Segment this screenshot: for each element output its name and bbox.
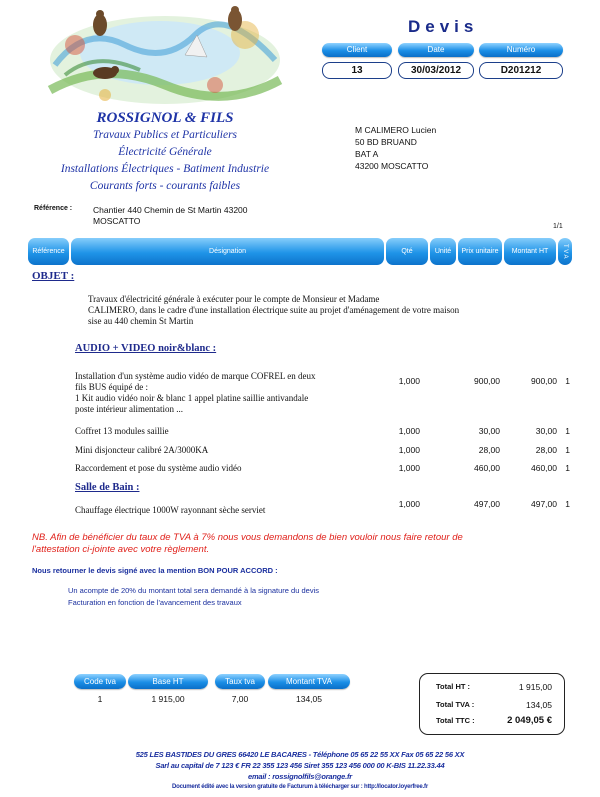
total-tva-label: Total TVA : <box>436 700 475 709</box>
col-montant-ht: Montant HT <box>504 238 556 265</box>
col-tva: T V A <box>558 238 572 265</box>
vat-row-taux: 7,00 <box>231 694 249 704</box>
footer-email: email : rossignolfils@orange.fr <box>247 772 353 781</box>
line-4-qty: 1,000 <box>398 463 420 473</box>
line-item-4: Raccordement et pose du système audio vidéo <box>75 463 242 473</box>
total-ttc-label: Total TTC : <box>436 716 475 725</box>
col-qte: Qté <box>386 238 428 265</box>
company-line-2: Électricité Générale <box>118 146 212 158</box>
objet-text-line: Travaux d'électricité générale à exécuter pour le compte de Monsieur et Madame <box>88 294 380 304</box>
total-ttc-value: 2 049,05 € <box>507 715 552 726</box>
line-item-text: 1 Kit audio vidéo noir & blanc 1 appel platine saillie antivandale <box>75 393 309 403</box>
numero-value: D201212 <box>479 62 563 79</box>
date-value: 30/03/2012 <box>398 62 474 79</box>
line-3-tva: 1 <box>565 445 570 455</box>
reference-label: Référence : <box>34 205 73 212</box>
line-item-5: Chauffage électrique 1000W rayonnant sèche serviet <box>75 505 266 515</box>
line-1-qty: 1,000 <box>398 376 420 386</box>
client-value: 13 <box>322 62 392 79</box>
total-ht-label: Total HT : <box>436 682 471 691</box>
vat-row-montant: 134,05 <box>296 694 322 704</box>
retour-note <box>32 566 278 575</box>
col-designation: Désignation <box>71 238 384 265</box>
vat-header-montant: Montant TVA <box>268 674 350 689</box>
line-4-ht: 460,00 <box>531 463 557 473</box>
line-4-pu: 460,00 <box>474 463 500 473</box>
line-2-ht: 30,00 <box>535 426 557 436</box>
nb-note-line: l'attestation ci-jointe avec votre règlement. <box>32 544 210 555</box>
col-prix-unitaire: Prix unitaire <box>458 238 502 265</box>
line-5-ht: 497,00 <box>531 499 557 509</box>
line-4-tva: 1 <box>565 463 570 473</box>
footer-legal: Sarl au capital de 7 123 € FR 22 355 123 456 Siret 355 123 456 000 00 K-BIS 11.22.33.44 <box>155 761 445 770</box>
company-logo <box>45 5 285 107</box>
line-1-ht: 900,00 <box>531 376 557 386</box>
vat-header-base: Base HT <box>128 674 208 689</box>
reference-value-line2: MOSCATTO <box>93 216 141 226</box>
col-unite: Unité <box>430 238 456 265</box>
vat-row-code: 1 <box>97 694 103 704</box>
recipient-address <box>355 124 436 172</box>
line-item-3: Mini disjoncteur calibré 2A/3000KA <box>75 445 209 455</box>
nb-note <box>32 532 577 556</box>
total-ht-value: 1 915,00 <box>518 682 552 692</box>
objet-text-line: CALIMERO, dans le cadre d'une installation électrique suite au projet d'aménagement de votre maison <box>88 305 460 315</box>
objet-title: OBJET : <box>32 270 75 282</box>
line-5-pu: 497,00 <box>474 499 500 509</box>
facturation-note: Facturation en fonction de l'avancement des travaux <box>68 598 242 607</box>
company-name: ROSSIGNOL & FILS <box>96 110 234 126</box>
acompte-note: Un acompte de 20% du montant total sera demandé à la signature du devis <box>68 586 319 595</box>
retour-suffix: : <box>273 566 278 575</box>
line-item-text: Installation d'un système audio vidéo de marque COFREL en deux <box>75 371 316 381</box>
recipient-line: M CALIMERO Lucien <box>355 125 437 135</box>
line-1-tva: 1 <box>565 376 570 386</box>
total-tva-value: 134,05 <box>526 700 552 710</box>
recipient-line: BAT A <box>355 149 379 159</box>
vat-header-code: Code tva <box>74 674 126 689</box>
doc-title: Devis <box>408 17 479 36</box>
line-2-qty: 1,000 <box>398 426 420 436</box>
line-3-qty: 1,000 <box>398 445 420 455</box>
client-label: Client <box>322 43 392 57</box>
numero-label: Numéro <box>479 43 563 57</box>
col-reference: Référence <box>28 238 69 265</box>
line-1-pu: 900,00 <box>474 376 500 386</box>
objet-text-line: sise au 440 chemin St Martin <box>88 316 194 326</box>
date-label: Date <box>398 43 474 57</box>
footer-generator: Document édité avec la version gratuite de Facturum à télécharger sur : http://locator.loyerfree.fr <box>172 784 428 790</box>
page-number: 1/1 <box>553 223 563 230</box>
retour-bold: BON POUR ACCORD <box>197 566 274 575</box>
line-item-text: poste intérieur alimentation ... <box>75 404 183 414</box>
company-line-4: Courants forts - courants faibles <box>89 180 241 192</box>
recipient-line: 43200 MOSCATTO <box>355 161 429 171</box>
footer-address: 525 LES BASTIDES DU GRES 66420 LE BACARES - Téléphone 05 65 22 55 XX Fax 05 65 22 56 XX <box>135 750 465 759</box>
line-3-pu: 28,00 <box>478 445 500 455</box>
line-item-text: fils BUS équipé de : <box>75 382 148 392</box>
section-bain-title: Salle de Bain : <box>75 482 140 493</box>
vat-row-base: 1 915,00 <box>151 694 185 704</box>
section-audio-title: AUDIO + VIDEO noir&blanc : <box>75 343 217 354</box>
line-2-tva: 1 <box>565 426 570 436</box>
nb-note-line: NB. Afin de bénéficier du taux de TVA à 7% nous vous demandons de bien vouloir nous faire retour de <box>32 532 463 543</box>
line-2-pu: 30,00 <box>478 426 500 436</box>
objet-text <box>88 294 568 327</box>
vat-header-taux: Taux tva <box>215 674 265 689</box>
line-5-qty: 1,000 <box>398 499 420 509</box>
reference-value-line1: Chantier 440 Chemin de St Martin 43200 <box>93 205 248 215</box>
line-item-2: Coffret 13 modules saillie <box>75 426 169 436</box>
company-line-3: Installations Électriques - Batiment Industrie <box>60 163 270 175</box>
line-3-ht: 28,00 <box>535 445 557 455</box>
retour-prefix: Nous retourner le devis signé avec la mention <box>32 566 198 575</box>
line-item-1 <box>75 371 380 415</box>
recipient-line: 50 BD BRUAND <box>355 137 417 147</box>
line-5-tva: 1 <box>565 499 570 509</box>
company-line-1: Travaux Publics et Particuliers <box>92 129 238 141</box>
